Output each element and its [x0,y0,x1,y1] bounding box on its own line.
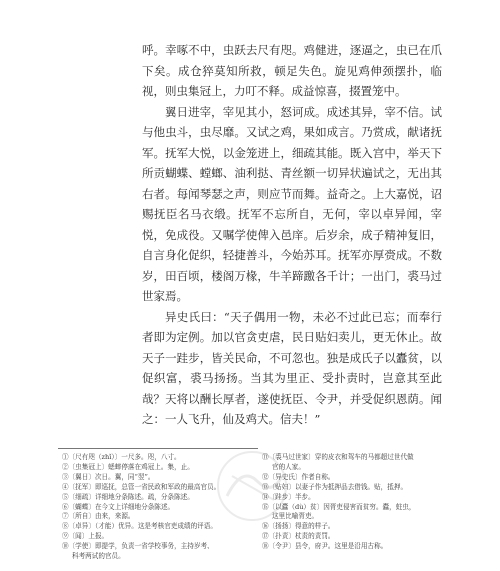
footnote: ①〔尺有咫（zhǐ）〕一尺多。咫，八寸。 [62,453,181,461]
footnote-continuation: 科考两试的官员。 [72,552,125,561]
footnotes-left [62,453,247,562]
footnote: ⑰〔扑责〕杖责的责罚。 [262,532,335,541]
footnote-continuation: 这里比喻胥吏。 [272,512,319,521]
footnote: ②〔虫集冠上〕蟋蟀停落在鸡冠上。集，止。 [62,462,194,471]
footnote: ⑥〔蝴蝶〕在今文上详细地分条陈述。 [62,502,175,511]
footnote: ⑱〔令尹〕县令，府尹。这里是沿用古称。 [262,542,388,551]
footnote-continuation: 官的人家。 [272,462,305,471]
footnote: ⑧〔卓异〕（才能）优异。这是考核官吏成绩的评语。 [62,522,217,531]
body-text [142,40,442,430]
footnote: ④〔抚军〕即巡抚，总管一省民政和军政的最高官员。 [62,482,221,491]
footnote: ⑦〔所自〕由来，来源。 [62,512,135,521]
footnote: ⑤〔细疏〕详细地分条陈述。疏，分条陈述。 [62,492,194,501]
footnote: ⑫〔异史氏〕作者自称。 [262,472,335,481]
footnote: ⑬〔贴妇〕以妻子作为抵押品去借钱。贴，抵押。 [262,482,408,491]
footnote: ⑩〔学使〕即提学，负责一省学校事务，主持岁考、 [62,542,214,551]
footnotes-right [262,453,462,552]
paragraph-2: 翼日进宰，宰见其小，怒诃成。成述其异，宰不信。试与他虫斗，虫尽靡。又试之鸡，果如成言。乃赏成，献诸抚军。抚军大悦，以金笼进上，细疏其能。既入宫中，举天下所贡蝴蝶、螳螂、油利挞、青丝额一切异状遍试之，无出其右者。每闻琴瑟之声，则应节而舞。益奇之。上大嘉悦，诏赐抚臣名马衣缎。抚军不忘所自，无何，宰以卓异闻，宰悦，免成役。又嘱学使俾入邑庠。后岁余，成子精神复旧，自言身化促织，轻捷善斗，今始苏耳。抚军亦厚赍成。不数岁，田百顷，楼阁万椽，牛羊蹄躈各千计；一出门，裘马过世家焉。 [142,104,442,303]
footnote: ⑯〔扬扬〕得意的样子。 [262,522,335,531]
paragraph-3: 异史氏曰：“天子偶用一物，未必不过此已忘；而奉行者即为定例。加以官贪吏虐，民日贴妇卖儿，更无休止。故天子一跬步，皆关民命，不可忽也。独是成氏子以蠹贫，以促织富，裘马扬扬。当其为里正、受扑责时，岂意其至此哉？天将以酬长厚者，遂使抚臣、令尹，并受促织恩荫。闻之：一人飞升，仙及鸡犬。信夫！” [142,309,442,426]
footnote: ⑮〔以蠹（dù）贫〕因胥吏侵害而贫穷。蠹，蛀虫， [262,502,416,511]
footnote: ⑨〔闻〕上报。 [62,532,109,541]
footnote: ⑭〔跬步〕半步。 [262,492,315,501]
paragraph-1: 呼。幸啄不中，虫跃去尺有咫。鸡健进，逐逼之，虫已在爪下矣。成仓猝莫知所救，顿足失色。旋见鸡伸颈摆扑，临视，则虫集冠上，力叮不释。成益惊喜，掇置笼中。 [142,43,442,98]
footnote: ③〔翼日〕次日。翼，同“翌”。 [62,472,155,481]
footnote: ⑪〔裘马过世家〕穿的皮衣和驾车的马都超过世代做 [262,453,414,461]
